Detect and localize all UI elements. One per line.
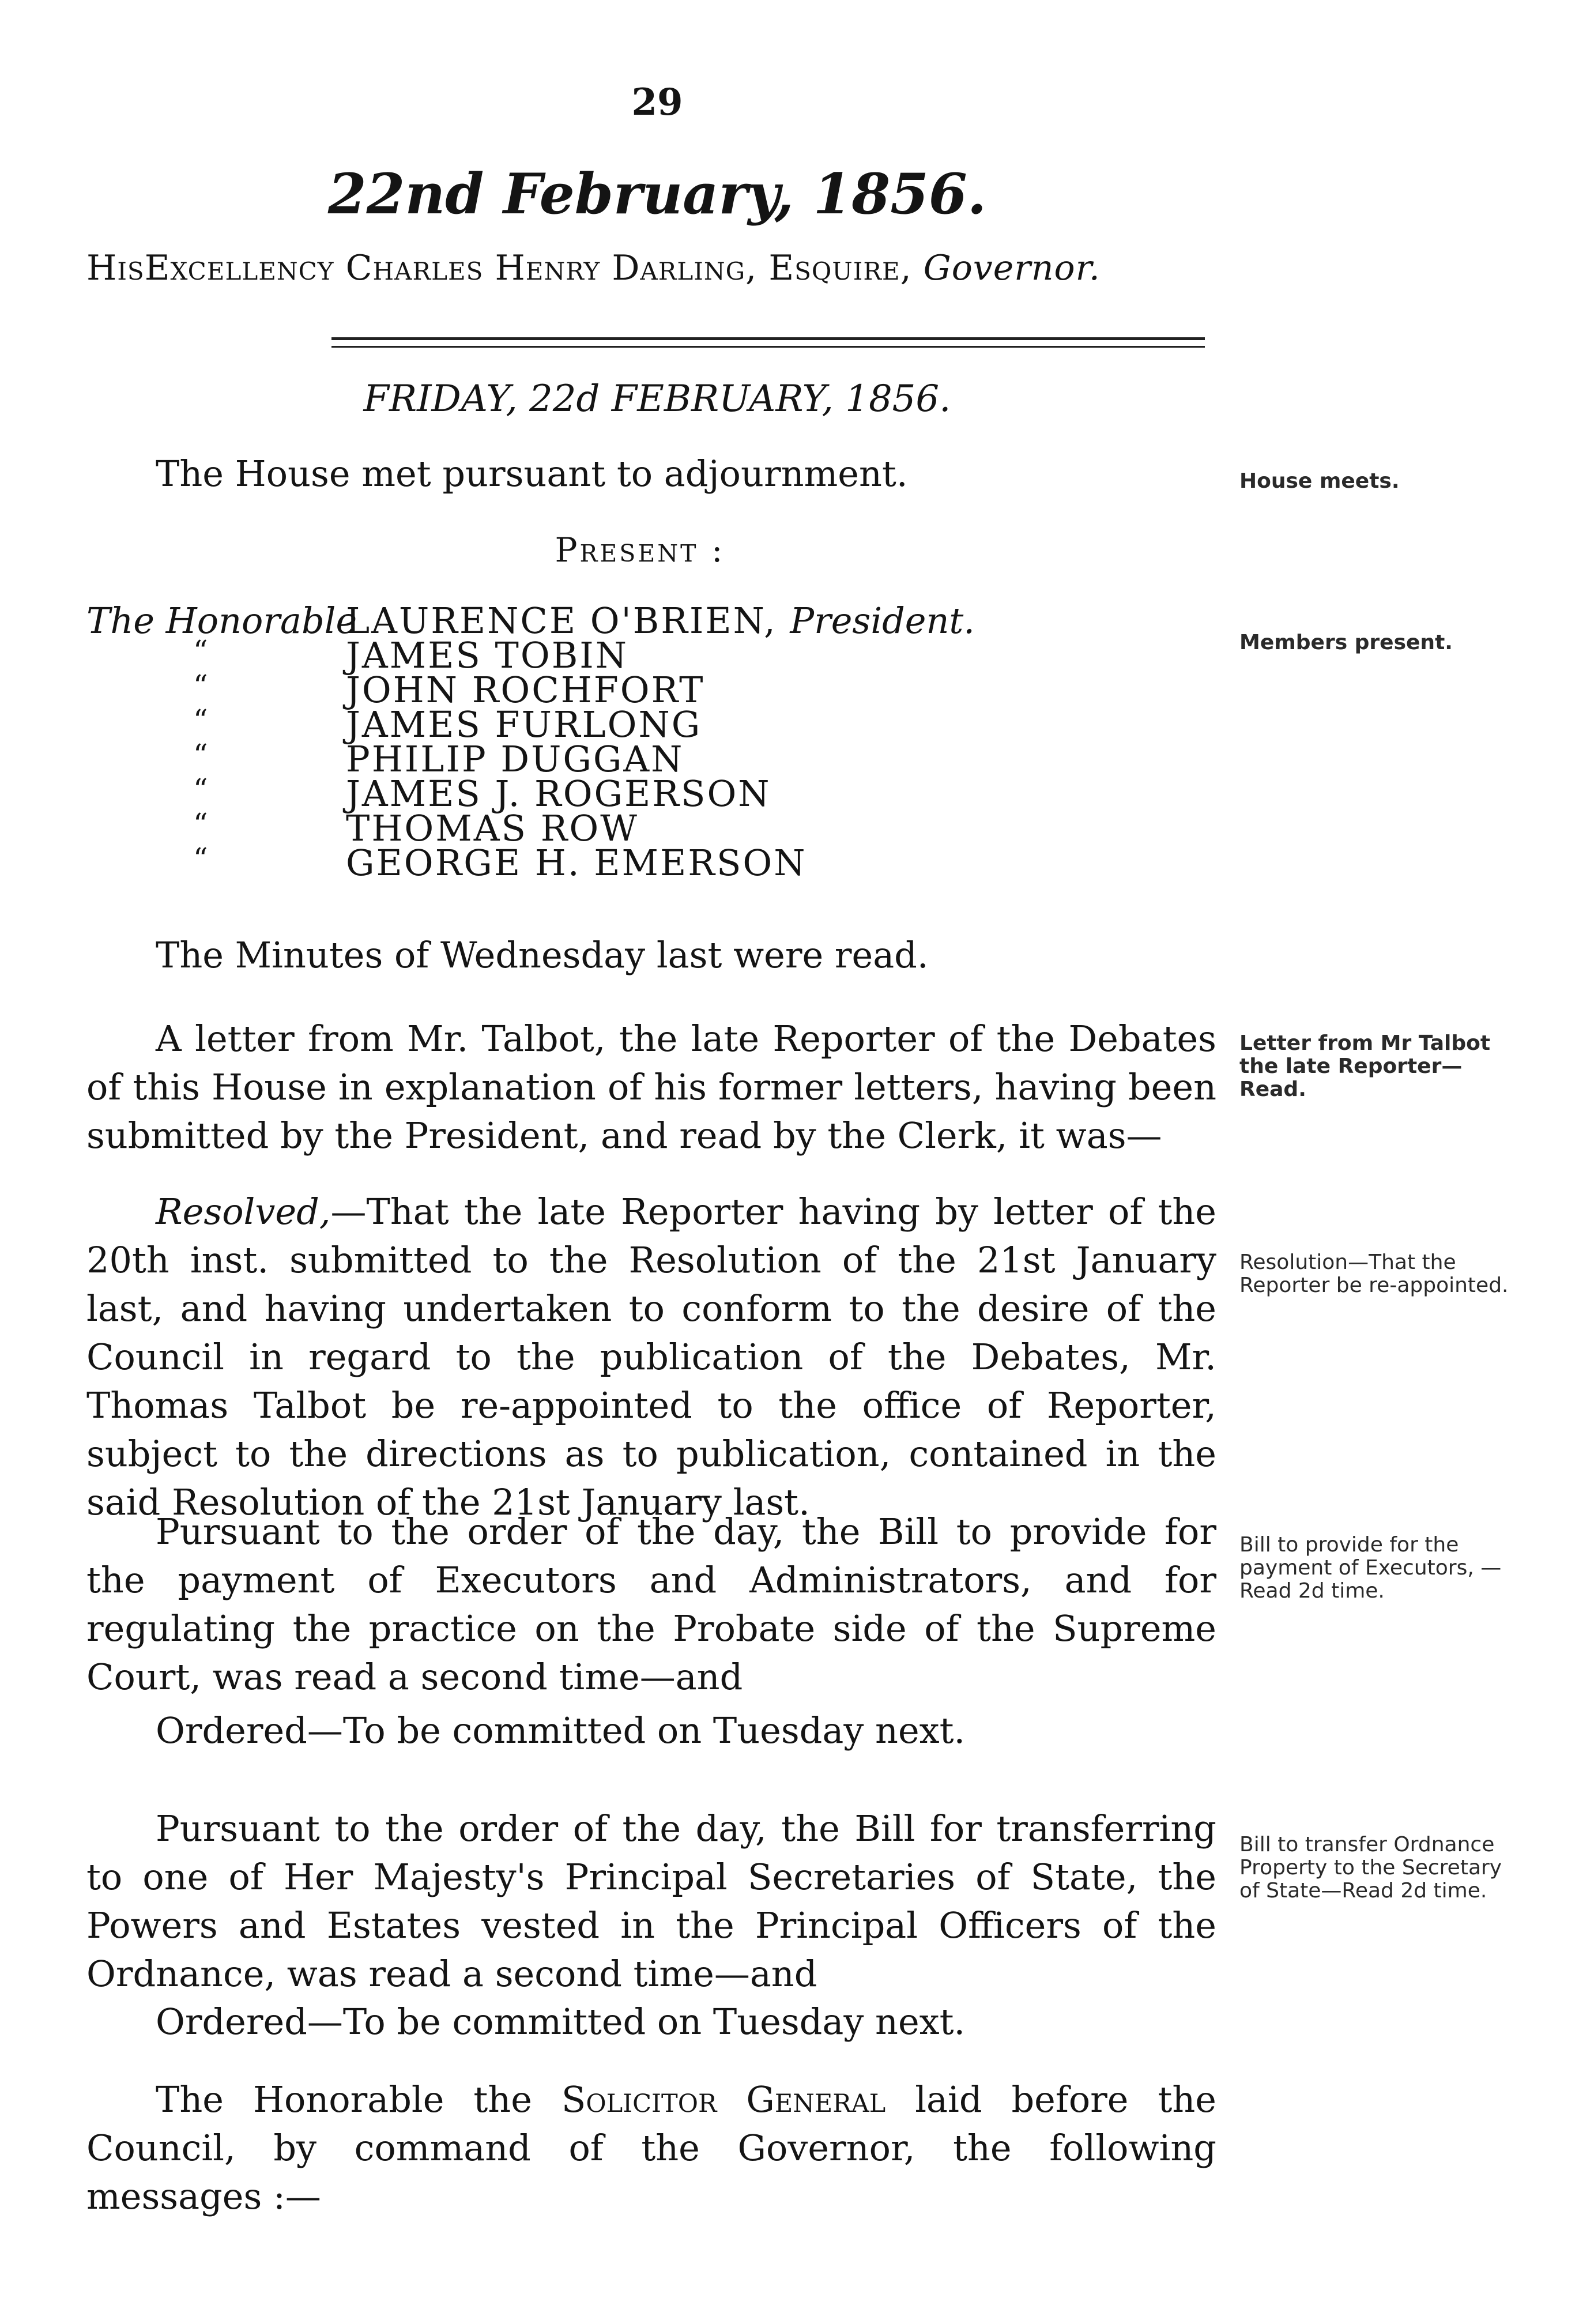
ordered-first: Ordered—To be committed on Tuesday next. [156, 1709, 966, 1752]
governor-esquire: Esquire, [768, 248, 912, 288]
page-number: 29 [631, 81, 683, 124]
ditto-mark: “ [193, 842, 208, 875]
resolved-label: Resolved, [156, 1191, 331, 1233]
member-row: THOMAS ROW [346, 807, 639, 849]
present-heading: Present : [555, 530, 725, 570]
governor-excellency: Excellency [144, 248, 334, 288]
minutes-text: The Minutes of Wednesday last were read. [156, 934, 929, 976]
header-rule-bottom [331, 346, 1205, 348]
margin-note-resolution: Resolution—That the Reporter be re-appointed. [1239, 1250, 1509, 1297]
letter-paragraph: A letter from Mr. Talbot, the late Reporter of the Debates of this House in explanation of his former letters, having been submitted by the President, and read by the Clerk, it was— [86, 1018, 1216, 1157]
governor-his: His [86, 248, 145, 288]
ditto-mark: “ [193, 634, 208, 668]
ditto-mark: “ [193, 738, 208, 771]
member-name: LAURENCE O'BRIEN, [346, 600, 777, 642]
ordnance-bill-paragraph: Pursuant to the order of the day, the Bill for transferring to one of Her Majesty's Principal Secretaries of State, the Powers and Estates vested in the Principal Officers of the Ordnance, was read a second time—and [86, 1807, 1216, 1995]
ditto-mark: “ [193, 703, 208, 737]
house-met-text: The House met pursuant to adjournment. [156, 453, 908, 495]
solicitor-title: Solicitor General [561, 2078, 886, 2120]
margin-note-house-meets: House meets. [1239, 469, 1400, 493]
governor-name: Charles Henry Darling, [345, 248, 758, 288]
ditto-mark: “ [193, 807, 208, 841]
solicitor-post: laid before the Council, by command of the Governor, the following messages :— [86, 2078, 1216, 2217]
margin-note-members-present: Members present. [1239, 631, 1453, 654]
date-heading: 22nd February, 1856. [327, 161, 987, 227]
member-row: PHILIP DUGGAN [346, 738, 684, 780]
sitting-date: FRIDAY, 22d FEBRUARY, 1856. [363, 378, 951, 420]
resolved-text: —That the late Reporter having by letter of the 20th inst. submitted to the Resolution of the 21st January last, and having undertaken to conform to the desire of the Council in regard to the publication of the Debates, Mr. Thomas Talbot be re-appointed to the office of Reporter, subject to the directions as to publication, contained in the said Resolution of the 21st January last. [86, 1191, 1216, 1523]
solicitor-pre: The Honorable the [156, 2078, 532, 2120]
ditto-mark: “ [193, 773, 208, 806]
margin-note-probate-bill: Bill to provide for the payment of Executors, —Read 2d time. [1239, 1533, 1502, 1603]
header-rule-top [331, 337, 1205, 340]
member-row: JAMES J. ROGERSON [346, 773, 771, 815]
governor-line [86, 248, 1211, 288]
member-role: President. [790, 600, 975, 642]
member-row: JAMES TOBIN [346, 634, 629, 676]
probate-bill-paragraph: Pursuant to the order of the day, the Bill to provide for the payment of Executors and Administrators, and for regulating the practice on the Probate side of the Supreme Court, was read a second time—and [86, 1511, 1216, 1698]
ordered-second: Ordered—To be committed on Tuesday next. [156, 2001, 966, 2043]
margin-note-letter: Letter from Mr Talbot the late Reporter—Read. [1239, 1031, 1491, 1101]
member-row: GEORGE H. EMERSON [346, 842, 807, 884]
ditto-mark: “ [193, 669, 208, 702]
resolution-paragraph [86, 1188, 1216, 1527]
honorable-prefix: The Honorable [86, 600, 357, 642]
governor-title: Governor. [923, 248, 1101, 288]
member-row: JAMES FURLONG [346, 703, 702, 745]
solicitor-paragraph [86, 2076, 1216, 2221]
member-row: JOHN ROCHFORT [346, 669, 705, 711]
margin-note-ordnance-bill: Bill to transfer Ordnance Property to the Secretary of State—Read 2d time. [1239, 1833, 1502, 1903]
